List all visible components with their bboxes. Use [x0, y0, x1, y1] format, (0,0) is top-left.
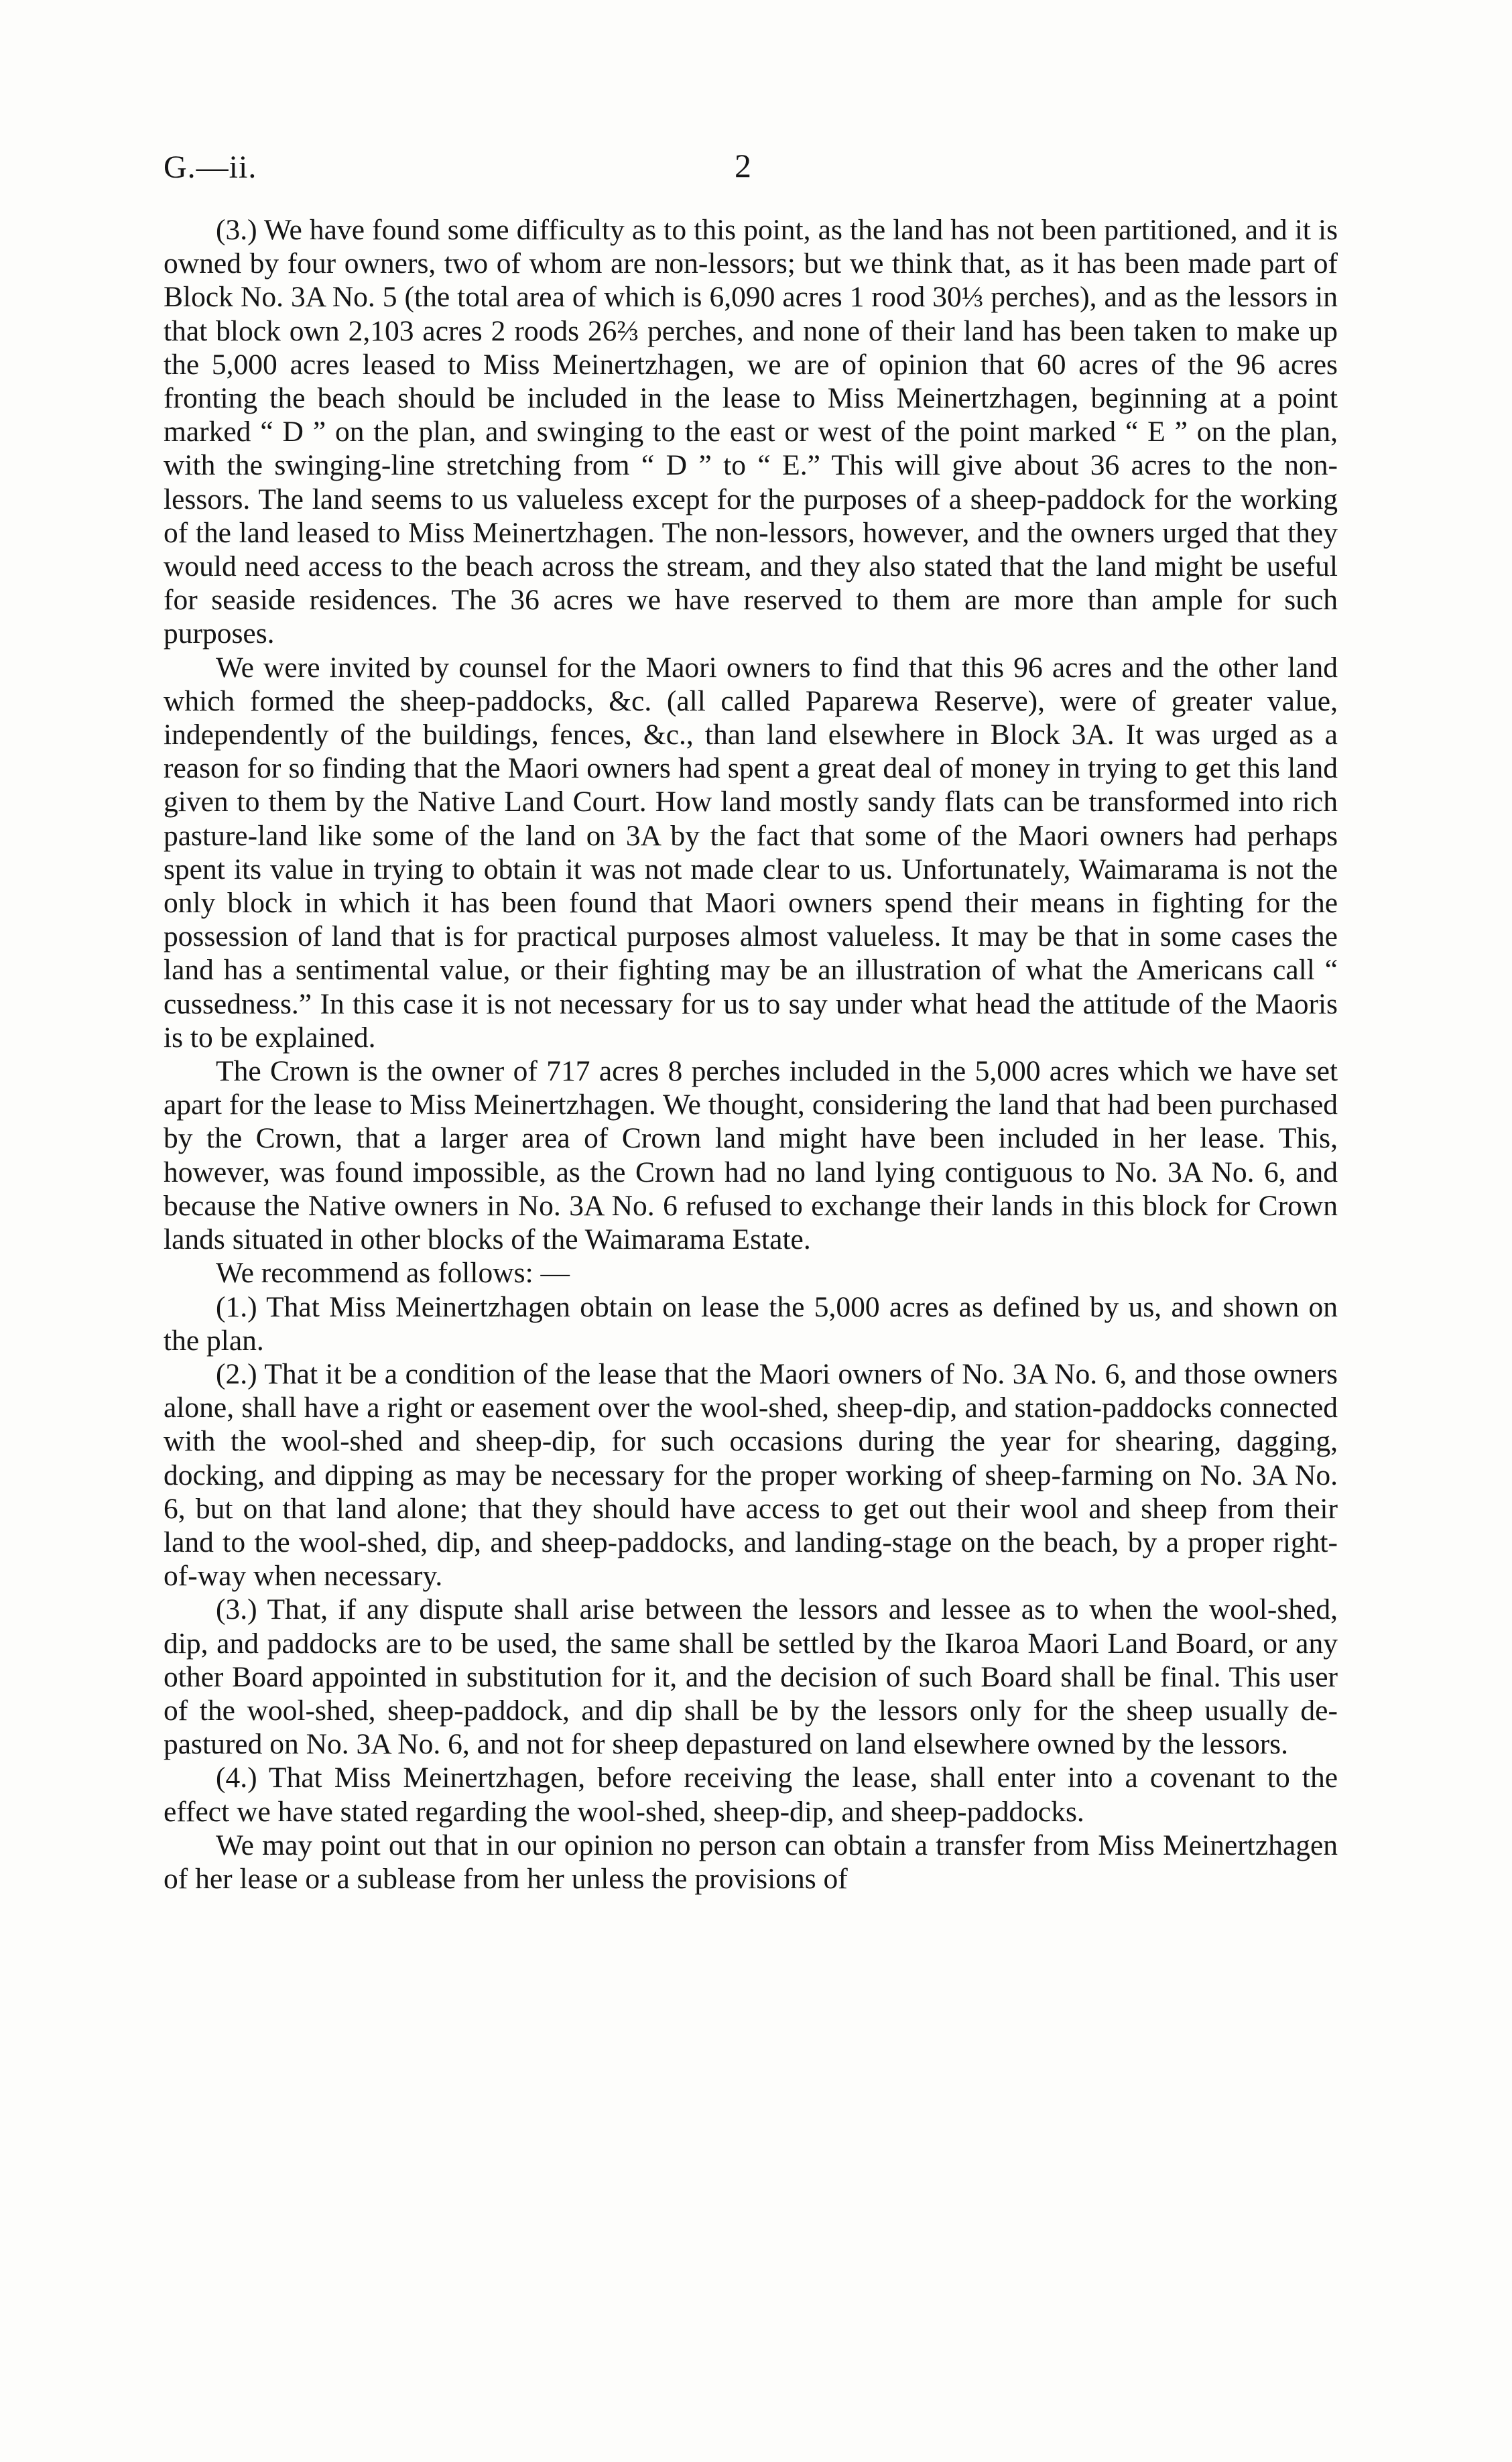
paragraph-crown-land: The Crown is the owner of 717 acres 8 perches included in the 5,000 acres which we have set apart for the lease to Miss Meinertzhagen. We thought, considering the land that had been purchased by the Crown, that a larger area of Crown land might have been included in her lease. This, however, was found impossible, as the Crown had no land lying contiguous to No. 3A No. 6, and because the Native owners in No. 3A No. 6 refused to exchange their lands in this block for Crown lands situated in other blocks of the Waimarama Estate.	[164, 1055, 1338, 1256]
body-text	[164, 213, 1338, 1896]
paragraph-recommendation-2: (2.) That it be a condition of the lease that the Maori owners of No. 3A No. 6, and those owners alone, shall have a right or easement over the wool-shed, sheep-dip, and station-paddocks connected with the wool-shed and sheep-dip, for such occasions during the year for shearing, dagging, docking, and dipping as may be necessary for the proper working of sheep-farming on No. 3A No. 6, but on that land alone; that they should have access to get out their wool and sheep from their land to the wool-shed, dip, and sheep-paddocks, and landing-stage on the beach, by a proper right-of-way when necessary.	[164, 1357, 1338, 1593]
paragraph-recommendation-4: (4.) That Miss Meinertzhagen, before receiving the lease, shall enter into a covenant to the effect we have stated regarding the wool-shed, sheep-dip, and sheep-paddocks.	[164, 1762, 1338, 1828]
paragraph-paparewa-reserve-value: We were invited by counsel for the Maori owners to find that this 96 acres and the other land which formed the sheep-paddocks, &c. (all called Paparewa Reserve), were of greater value, independently of the buildings, fences, &c., than land elsewhere in Block 3A. It was urged as a reason for so finding that the Maori owners had spent a great deal of money in trying to get this land given to them by the Native Land Court. How land mostly sandy flats can be transformed into rich pasture-land like some of the land on 3A by the fact that some of the Maori owners had perhaps spent its value in trying to obtain it was not made clear to us. Unfortunately, Waimarama is not the only block in which it has been found that Maori owners spend their means in fighting for the possession of land that is for practical purposes almost valueless. It may be that in some cases the land has a sentimental value, or their fighting may be an illustration of what the Americans call “ cussedness.” In this case it is not necessary for us to say under what head the attitude of the Maoris is to be explained.	[164, 651, 1338, 1054]
paragraph-non-lessors-beach-land: (3.) We have found some difficulty as to this point, as the land has not been partitioned, and it is owned by four owners, two of whom are non-lessors; but we think that, as it has been made part of Block No. 3A No. 5 (the total area of which is 6,090 acres 1 rood 30⅓ perches), and as the lessors in that block own 2,103 acres 2 roods 26⅔ perches, and none of their land has been taken to make up the 5,000 acres leased to Miss Meinertzhagen, we are of opinion that 60 acres of the 96 acres fronting the beach should be included in the lease to Miss Meinertzhagen, beginning at a point marked “ D ” on the plan, and swinging to the east or west of the point marked “ E ” on the plan, with the swinging-line stretching from “ D ” to “ E.” This will give about 36 acres to the non-lessors. The land seems to us valueless except for the purposes of a sheep-paddock for the working of the land leased to Miss Meinertzhagen. The non-lessors, however, and the owners urged that they would need access to the beach across the stream, and they also stated that the land might be useful for seaside residences. The 36 acres we have reserved to them are more than ample for such purposes.	[164, 214, 1338, 650]
paragraph-recommendation-3: (3.) That, if any dispute shall arise between the lessors and lessee as to when the wool-shed, dip, and paddocks are to be used, the same shall be settled by the Ikaroa Maori Land Board, or any other Board appointed in substitution for it, and the decision of such Board shall be final. This user of the wool-shed, sheep-paddock, and dip shall be by the lessors only for the sheep usually depastured on No. 3A No. 6, and not for sheep depastured on land elsewhere owned by the lessors.	[164, 1593, 1338, 1761]
paragraph-transfer-note: We may point out that in our opinion no person can obtain a transfer from Miss Meinertzhagen of her lease or a sublease from her unless the provisions of	[164, 1829, 1338, 1895]
paragraph-recommendation-1: (1.) That Miss Meinertzhagen obtain on lease the 5,000 acres as defined by us, and shown on the plan.	[164, 1290, 1338, 1357]
page-number: 2	[735, 147, 751, 184]
running-head: G.—ii.	[164, 149, 257, 185]
paragraph-recommendations-intro: We recommend as follows: —	[216, 1257, 570, 1290]
